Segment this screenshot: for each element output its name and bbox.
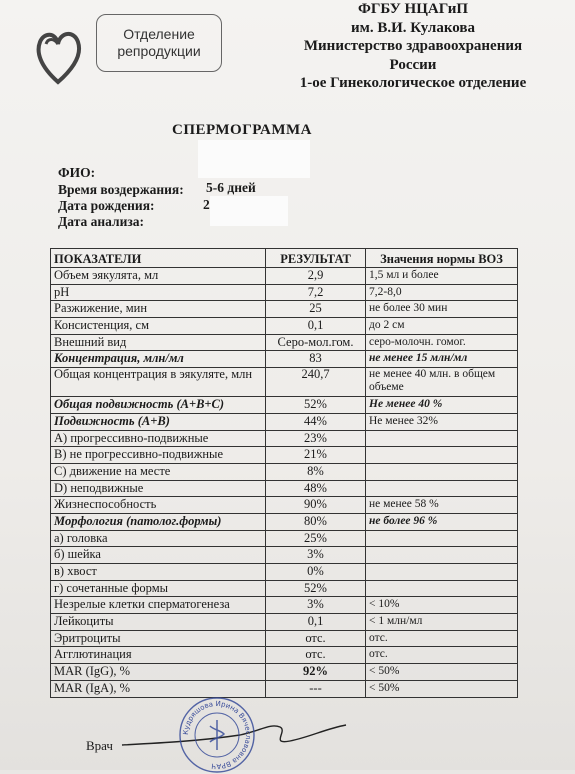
fio-label: ФИО: xyxy=(58,165,96,180)
table-row xyxy=(51,318,518,335)
param-cell: pH xyxy=(51,284,266,301)
result-cell: 3% xyxy=(266,597,366,614)
table-row xyxy=(51,413,518,430)
result-cell: 0,1 xyxy=(266,318,366,335)
result-cell: 25 xyxy=(266,301,366,318)
table-row xyxy=(51,430,518,447)
department-logo xyxy=(96,14,222,72)
param-cell: C) движение на месте xyxy=(51,463,266,480)
result-cell: 90% xyxy=(266,497,366,514)
norm-cell: < 50% xyxy=(366,680,518,697)
norm-cell xyxy=(366,547,518,564)
table-row xyxy=(51,530,518,547)
result-cell: 21% xyxy=(266,447,366,464)
table-row xyxy=(51,630,518,647)
norm-cell xyxy=(366,480,518,497)
param-cell: Лейкоциты xyxy=(51,614,266,631)
param-cell: Общая подвижность (A+B+C) xyxy=(51,397,266,414)
norm-cell: < 10% xyxy=(366,597,518,614)
param-cell: D) неподвижные xyxy=(51,480,266,497)
analysis-date-label: Дата анализа: xyxy=(58,214,145,229)
param-cell: B) не прогрессивно-подвижные xyxy=(51,447,266,464)
institution-line: Министерство здравоохранения xyxy=(303,38,523,54)
doctor-label: Врач xyxy=(86,738,113,753)
table-row xyxy=(51,480,518,497)
table-row xyxy=(51,564,518,581)
logo-line-2: репродукции xyxy=(117,43,201,59)
result-cell: 52% xyxy=(266,397,366,414)
norm-cell: отс. xyxy=(366,630,518,647)
norm-cell: 1,5 мл и более xyxy=(366,268,518,285)
table-header-row xyxy=(51,249,518,268)
norm-cell: не менее 15 млн/мл xyxy=(366,351,518,368)
param-cell: а) головка xyxy=(51,530,266,547)
param-cell: Агглютинация xyxy=(51,647,266,664)
stamp-text: Кудряшова Ирина Вячеславовна ВРАЧ xyxy=(181,699,253,771)
table-row xyxy=(51,497,518,514)
document-title: СПЕРМОГРАММА xyxy=(172,122,312,138)
norm-cell: < 1 млн/мл xyxy=(366,614,518,631)
param-cell: Объем эякулята, мл xyxy=(51,268,266,285)
param-cell: в) хвост xyxy=(51,564,266,581)
institution-line: 1-ое Гинекологическое отделение xyxy=(299,75,527,91)
param-cell: Концентрация, млн/мл xyxy=(51,351,266,368)
table-row xyxy=(51,664,518,681)
result-cell: --- xyxy=(266,680,366,697)
result-cell: 2,9 xyxy=(266,268,366,285)
result-cell: 240,7 xyxy=(266,368,366,397)
result-cell: 3% xyxy=(266,547,366,564)
table-row xyxy=(51,680,518,697)
heart-logo-icon xyxy=(34,22,82,86)
norm-cell: 7,2-8,0 xyxy=(366,284,518,301)
table-row xyxy=(51,614,518,631)
norm-cell xyxy=(366,463,518,480)
result-cell: 52% xyxy=(266,580,366,597)
abstinence-label: Время воздержания: xyxy=(58,182,184,197)
param-cell: Общая концентрация в эякуляте, млн xyxy=(51,368,266,397)
norm-cell xyxy=(366,430,518,447)
result-cell: 80% xyxy=(266,513,366,530)
table-row xyxy=(51,334,518,351)
birth-date-label: Дата рождения: xyxy=(58,198,155,213)
norm-cell: до 2 см xyxy=(366,318,518,335)
param-cell: г) сочетанные формы xyxy=(51,580,266,597)
table-row xyxy=(51,268,518,285)
redacted-name xyxy=(198,140,310,178)
doctor-stamp-icon xyxy=(178,696,256,774)
norm-cell xyxy=(366,447,518,464)
logo-line-1: Отделение xyxy=(123,26,195,42)
norm-cell: < 50% xyxy=(366,664,518,681)
param-cell: Жизнеспособность xyxy=(51,497,266,514)
results-table xyxy=(50,248,518,698)
norm-cell: отс. xyxy=(366,647,518,664)
redacted-dates xyxy=(210,196,288,226)
institution-line: им. В.И. Кулакова xyxy=(351,19,475,36)
norm-cell xyxy=(366,580,518,597)
param-cell: Разжижение, мин xyxy=(51,301,266,318)
abstinence-value: 5-6 дней xyxy=(206,180,256,195)
institution-header xyxy=(258,0,568,93)
norm-cell: Не менее 32% xyxy=(366,413,518,430)
norm-cell: не менее 58 % xyxy=(366,497,518,514)
param-cell: MAR (IgA), % xyxy=(51,680,266,697)
birth-date-value: 2 xyxy=(203,197,210,212)
table-row xyxy=(51,463,518,480)
table-row xyxy=(51,513,518,530)
norm-cell: серо-молочн. гомог. xyxy=(366,334,518,351)
table-row xyxy=(51,368,518,397)
result-cell: 23% xyxy=(266,430,366,447)
table-row xyxy=(51,597,518,614)
result-cell: 44% xyxy=(266,413,366,430)
table-row xyxy=(51,397,518,414)
result-cell: 8% xyxy=(266,463,366,480)
header-parameter: ПОКАЗАТЕЛИ xyxy=(51,249,266,268)
table-row xyxy=(51,284,518,301)
table-row xyxy=(51,447,518,464)
institution-line: ФГБУ НЦАГиП xyxy=(357,1,469,17)
norm-cell: не более 30 мин xyxy=(366,301,518,318)
param-cell: Внешний вид xyxy=(51,334,266,351)
result-cell: 83 xyxy=(266,351,366,368)
param-cell: Подвижность (A+B) xyxy=(51,413,266,430)
table-row xyxy=(51,580,518,597)
institution-line: России xyxy=(389,56,437,73)
param-cell: MAR (IgG), % xyxy=(51,664,266,681)
norm-cell: не менее 40 млн. в общем объеме xyxy=(366,368,518,397)
param-cell: б) шейка xyxy=(51,547,266,564)
result-cell: 0,1 xyxy=(266,614,366,631)
result-cell: Серо-мол.гом. xyxy=(266,334,366,351)
result-cell: 0% xyxy=(266,564,366,581)
norm-cell: не более 96 % xyxy=(366,513,518,530)
result-cell: 7,2 xyxy=(266,284,366,301)
result-cell: 25% xyxy=(266,530,366,547)
result-cell: 48% xyxy=(266,480,366,497)
header-norm: Значения нормы ВОЗ xyxy=(366,249,518,268)
table-row xyxy=(51,301,518,318)
norm-cell xyxy=(366,530,518,547)
result-cell: отс. xyxy=(266,647,366,664)
header-result: РЕЗУЛЬТАТ xyxy=(266,249,366,268)
result-cell: 92% xyxy=(266,664,366,681)
param-cell: Незрелые клетки сперматогенеза xyxy=(51,597,266,614)
norm-cell xyxy=(366,564,518,581)
table-row xyxy=(51,351,518,368)
param-cell: Эритроциты xyxy=(51,630,266,647)
norm-cell: Не менее 40 % xyxy=(366,397,518,414)
result-cell: отс. xyxy=(266,630,366,647)
param-cell: Консистенция, см xyxy=(51,318,266,335)
param-cell: Морфология (патолог.формы) xyxy=(51,513,266,530)
table-row xyxy=(51,647,518,664)
table-row xyxy=(51,547,518,564)
param-cell: A) прогрессивно-подвижные xyxy=(51,430,266,447)
